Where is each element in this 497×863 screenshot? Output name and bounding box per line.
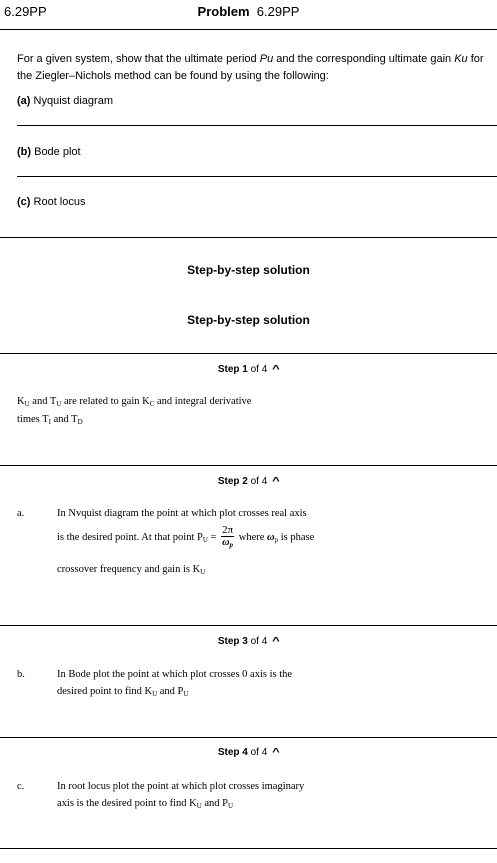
step-4-text: In root locus plot the point at which plot crosses imaginary [57,781,305,792]
chevron-up-icon[interactable]: ^ [272,747,281,758]
part-b [17,146,81,158]
chevron-up-icon[interactable]: ^ [272,364,281,375]
part-text: Nyquist diagram [30,95,113,107]
step-count: of 4 [247,636,268,647]
step-1-text: times $T_I$ and $T_D$ [17,414,83,426]
step-3-marker: b. [17,669,25,680]
step-label: Step 1 [217,364,248,375]
part-text: Bode plot [31,146,81,158]
solution-heading: Step-by-step solution [187,263,310,277]
top-bar [0,0,497,26]
part-a [17,95,113,107]
step-3-text: desired point to find $K_U$ and $P_U$ [57,686,189,698]
step-count: of 4 [247,364,268,375]
intro-text: and the corresponding ultimate gain [273,53,455,65]
chevron-up-icon[interactable]: ^ [272,476,281,487]
step-label: Step 3 [217,636,248,647]
step-count: of 4 [247,747,268,758]
step-4-text: axis is the desired point to find $K_U$ and $P_U$ [57,798,234,810]
problem-title [0,4,497,19]
problem-code: 6.29PP [4,4,47,19]
step-label: Step 4 [217,747,248,758]
divider [17,176,497,177]
divider [17,125,497,126]
step-2-header[interactable] [0,476,497,487]
step-3-header[interactable] [0,636,497,647]
intro-text: for [467,53,484,65]
part-text: Root locus [30,196,86,208]
divider [0,465,497,466]
step-1-header[interactable] [0,364,497,375]
step-2-marker: a. [17,508,25,519]
part-letter: (a) [17,95,31,107]
chevron-up-icon[interactable]: ^ [272,636,281,647]
intro-text: the Ziegler–Nichols method can be found by using the following: [17,70,329,82]
step-2-text: is the desired point. At that point $P_U$ = $\frac{2\pi}{\omega_p}$ where $\omega_p$ is phase [57,524,315,549]
part-letter: (c) [17,196,31,208]
divider [0,737,497,738]
step-2-text: crossover frequency and gain is $K_U$ [57,564,206,576]
part-letter: (b) [17,146,32,158]
intro-pu: Pu [259,53,274,65]
step-1-text: $K_U$ and $T_U$ are related to gain $K_C$ and integral derivative [17,396,252,408]
divider [0,353,497,354]
divider [0,237,497,238]
problem-title-number: 6.29PP [256,4,300,19]
divider [0,29,497,30]
step-count: of 4 [247,476,268,487]
intro-ku: Ku [454,53,468,65]
solution-heading: Step-by-step solution [187,313,310,327]
divider [0,848,497,849]
part-c [17,196,85,208]
divider [0,625,497,626]
step-2-text: In Nvquist diagram the point at which plot crosses real axis [57,508,307,519]
fraction: $\frac{2\pi}{\omega_p}$ [222,524,234,549]
intro-text: For a given system, show that the ultimate period [17,53,260,65]
step-4-header[interactable] [0,747,497,758]
step-4-marker: c. [17,781,25,792]
step-label: Step 2 [217,476,248,487]
step-3-text: In Bode plot the point at which plot crosses 0 axis is the [57,669,293,680]
problem-intro [17,51,484,85]
problem-title-label: Problem [197,4,250,19]
